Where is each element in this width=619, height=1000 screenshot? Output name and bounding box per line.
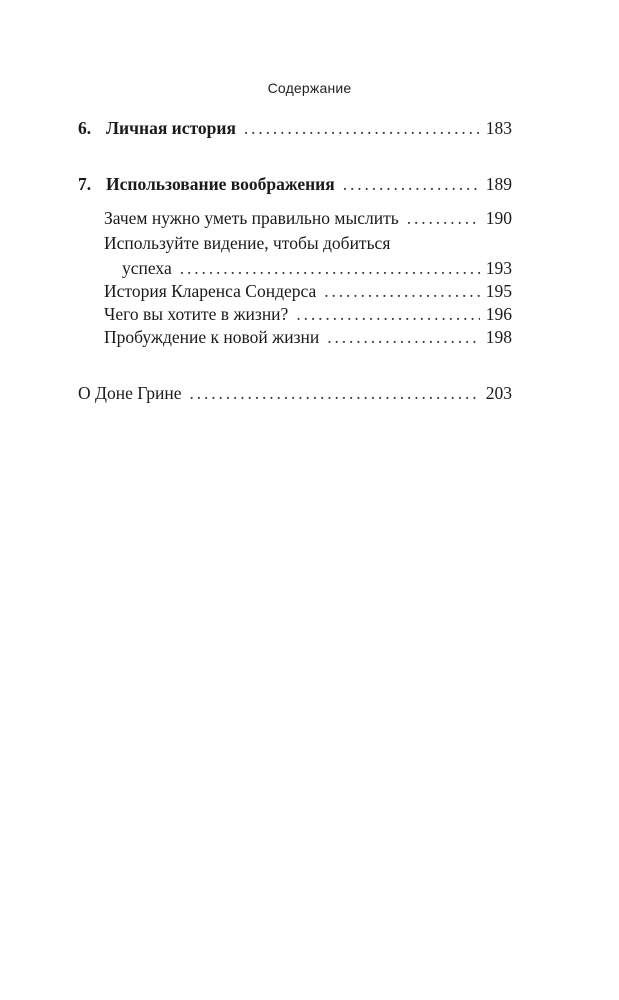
page-number: 195 [485,281,512,301]
section-title: История Кларенса Сондерса [104,281,317,301]
section-title: Пробуждение к новой жизни [104,327,320,347]
running-head: Содержание [267,80,352,96]
page-number: 203 [485,383,512,403]
section-title-line-2: успеха [122,258,172,278]
section-title: Чего вы хотите в жизни? [104,304,289,324]
page-number: 193 [485,258,512,278]
dot-leader [180,256,480,280]
chapter-number: 6. [78,118,92,138]
dot-leader [324,279,480,303]
page-number: 198 [485,327,512,347]
toc-entry-chapter-6[interactable] [78,116,512,140]
dot-leader [327,325,479,349]
chapter-title-text: Личная история [106,118,236,138]
about-title: О Доне Грине [78,383,182,403]
dot-leader [189,381,479,405]
page-number: 190 [485,208,512,228]
dot-leader [407,206,480,230]
chapter-number: 7. [78,174,92,194]
page-number: 189 [485,174,512,194]
chapter-title [78,172,335,196]
dot-leader [343,172,480,196]
page-number: 183 [485,118,512,138]
section-title: Зачем нужно уметь правильно мыслить [104,208,399,228]
toc-entry-section[interactable] [104,325,512,349]
toc-entry-chapter-7[interactable] [78,172,512,196]
dot-leader [244,116,480,140]
page-number: 196 [485,304,512,324]
chapter-title [78,116,236,140]
chapter-title-text: Использование воображения [106,174,335,194]
toc-entry-section[interactable] [104,206,512,230]
toc-entry-section[interactable] [104,302,512,326]
toc-entry-section[interactable] [104,279,512,303]
dot-leader [296,302,479,326]
section-title-line-1[interactable]: Используйте видение, чтобы добиться [104,233,391,253]
toc-entry-about-author[interactable] [78,381,512,405]
toc-entry-section[interactable] [122,256,512,280]
